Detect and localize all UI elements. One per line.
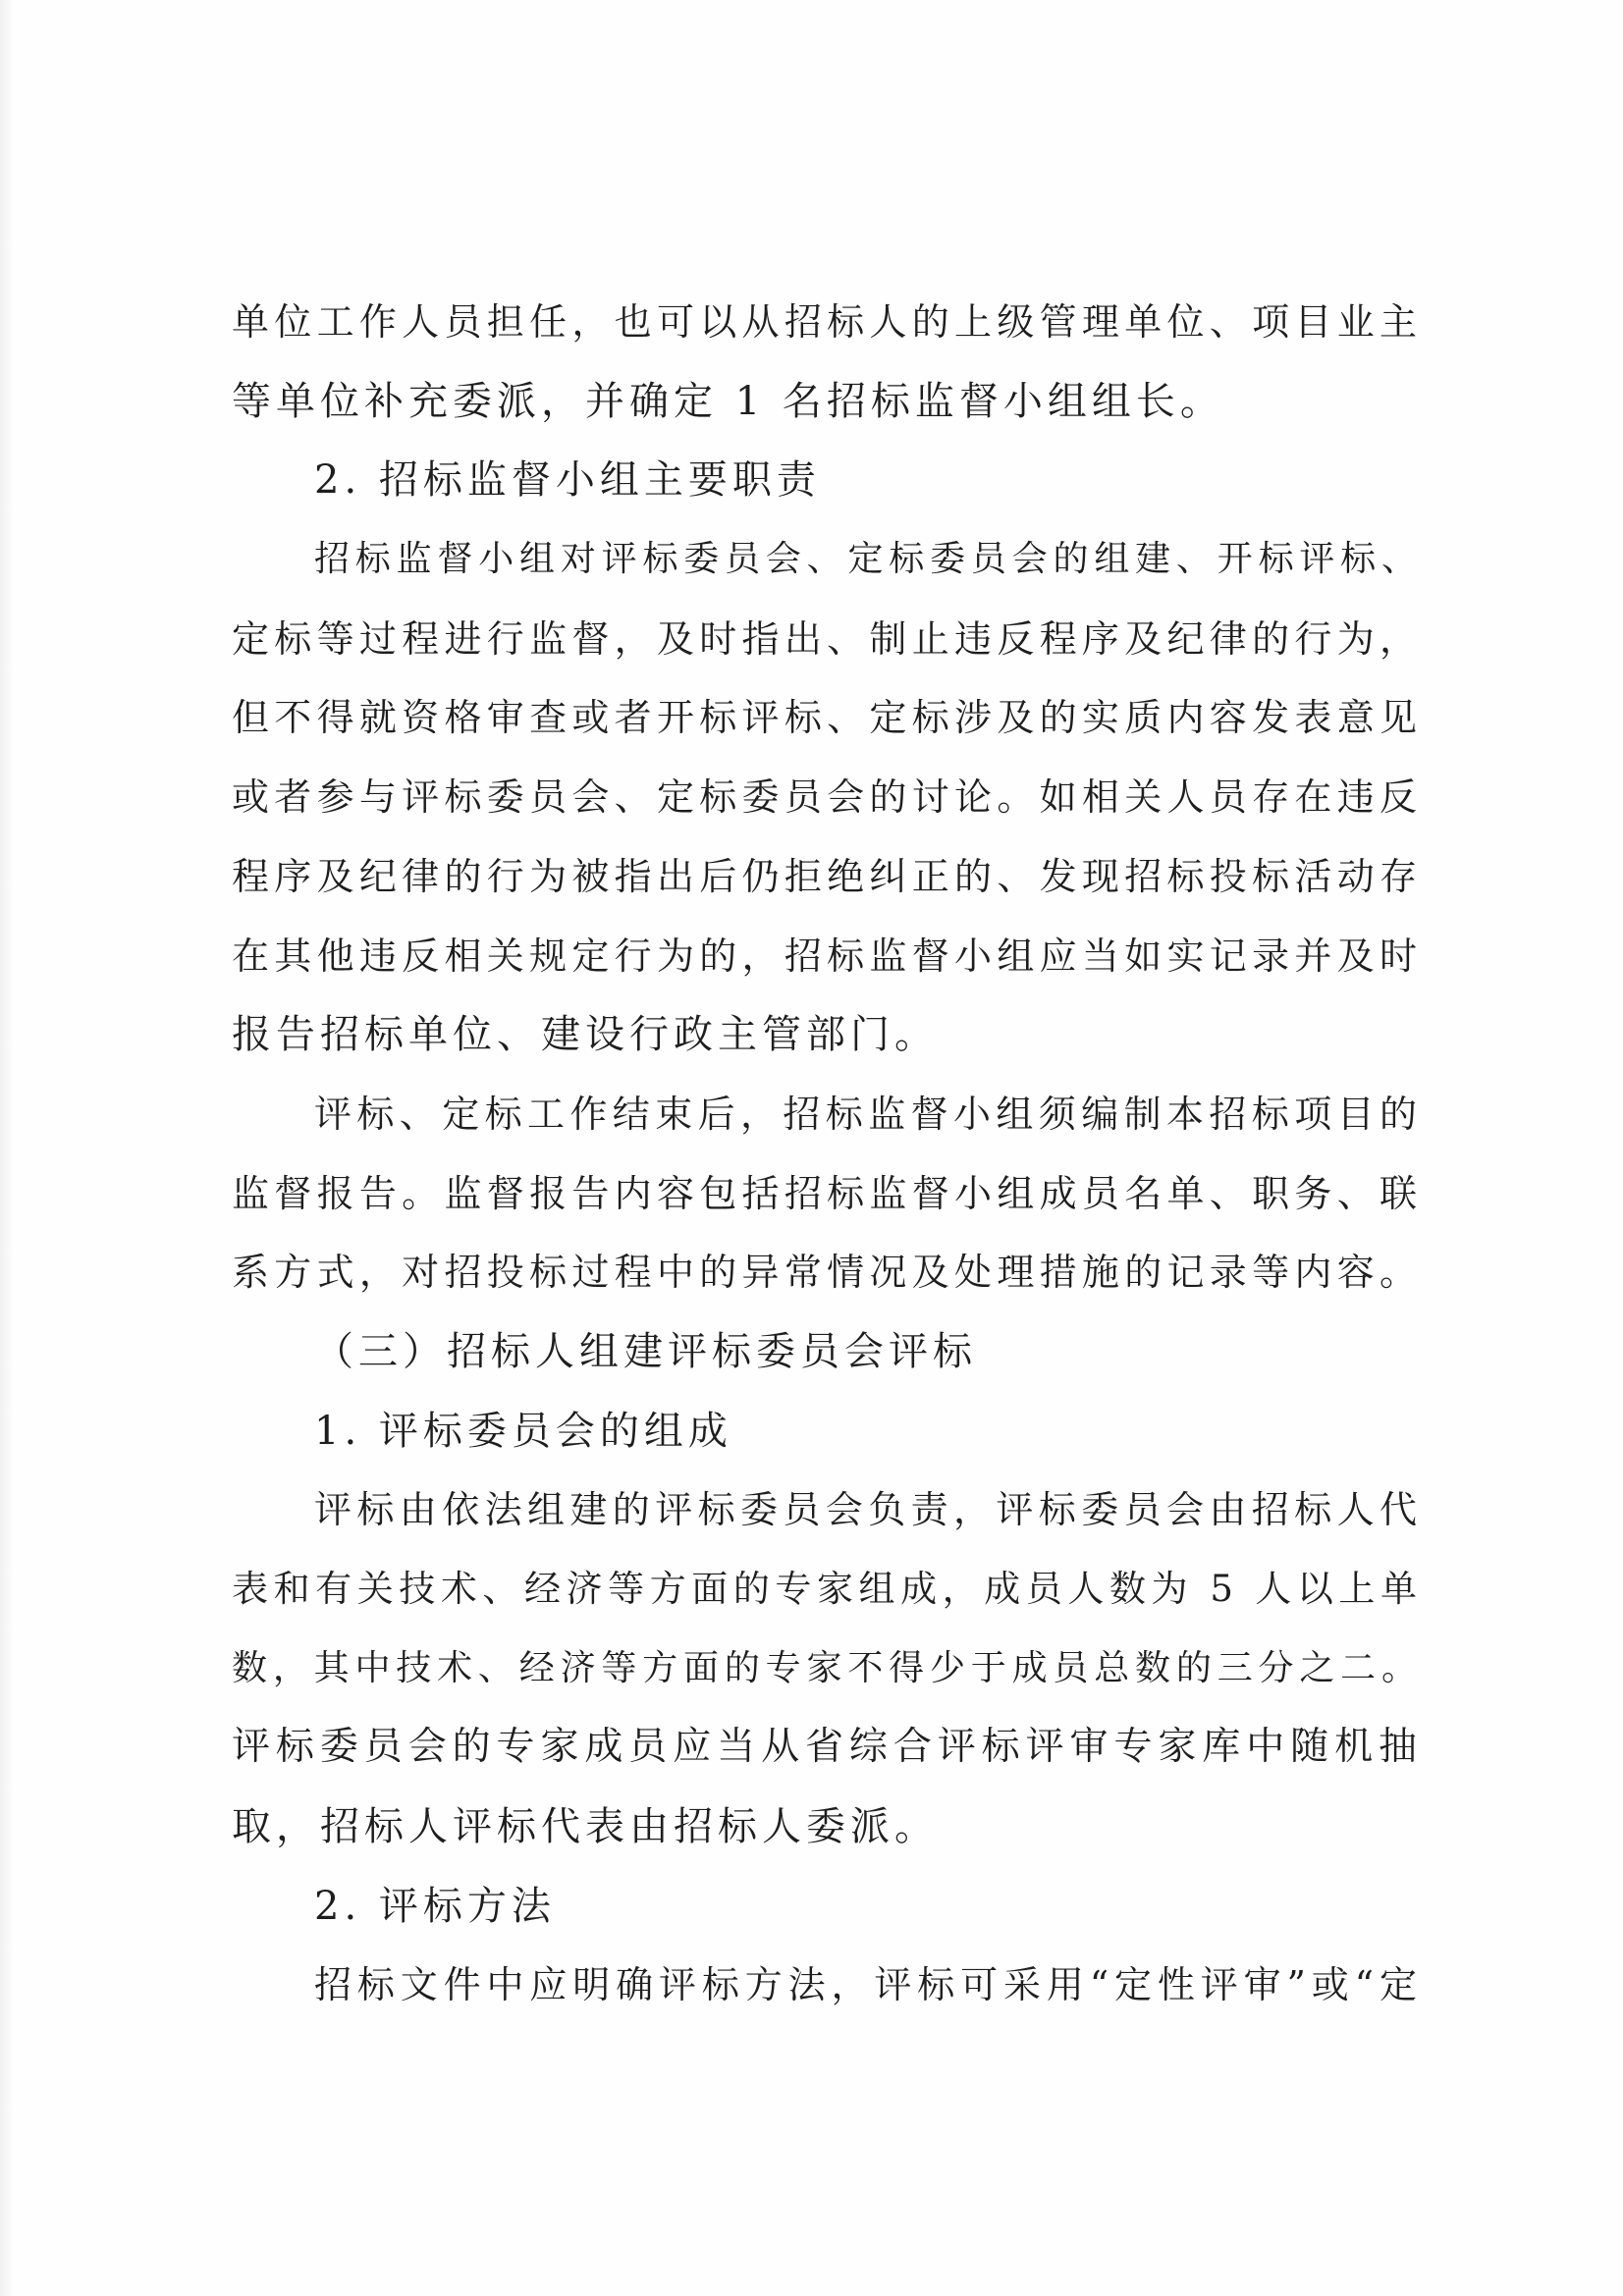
text-line: 监督报告。监督报告内容包括招标监督小组成员名单、职务、联 — [232, 1171, 1422, 1215]
text-line: 数，其中技术、经济等方面的专家不得少于成员总数的三分之二。 — [232, 1647, 1422, 1688]
text-line: 单位工作人员担任，也可以从招标人的上级管理单位、项目业主 — [232, 300, 1422, 344]
text-line: 报告招标单位、建设行政主管部门。 — [232, 1012, 939, 1058]
text-line: 取，招标人评标代表由招标人委派。 — [232, 1804, 939, 1850]
text-line: 招标文件中应明确评标方法，评标可采用“定性评审”或“定 — [314, 1963, 1422, 2007]
text-line: 但不得就资格审查或者开标评标、定标涉及的实质内容发表意见 — [232, 696, 1422, 740]
text-line: 表和有关技术、经济等方面的专家组成，成员人数为 5 人以上单 — [232, 1568, 1422, 1610]
text-line: 程序及纪律的行为被指出后仍拒绝纠正的、发现招标投标活动存 — [232, 854, 1422, 898]
scan-edge — [0, 0, 14, 2296]
text-line: 或者参与评标委员会、定标委员会的讨论。如相关人员存在违反 — [232, 775, 1422, 820]
text-line: 在其他违反相关规定行为的，招标监督小组应当如实记录并及时 — [232, 934, 1422, 978]
text-line: 评标、定标工作结束后，招标监督小组须编制本招标项目的 — [314, 1092, 1422, 1136]
document-body — [232, 283, 1422, 2025]
text-line: 招标监督小组对评标委员会、定标委员会的组建、开标评标、 — [314, 539, 1422, 580]
section-heading: 2. 评标方法 — [314, 1883, 556, 1929]
text-line: 系方式，对招投标过程中的异常情况及处理措施的记录等内容。 — [232, 1251, 1422, 1295]
text-line: 定标等过程进行监督，及时指出、制止违反程序及纪律的行为， — [232, 616, 1422, 661]
text-line: 评标委员会的专家成员应当从省综合评标评审专家库中随机抽 — [232, 1725, 1422, 1770]
section-heading: 2. 招标监督小组主要职责 — [314, 457, 821, 504]
text-line: 评标由依法组建的评标委员会负责，评标委员会由招标人代 — [314, 1488, 1422, 1532]
section-heading: 1. 评标委员会的组成 — [314, 1408, 732, 1454]
text-line: 等单位补充委派，并确定 1 名招标监督小组组长。 — [232, 378, 1224, 424]
section-heading: （三）招标人组建评标委员会评标 — [314, 1328, 977, 1374]
